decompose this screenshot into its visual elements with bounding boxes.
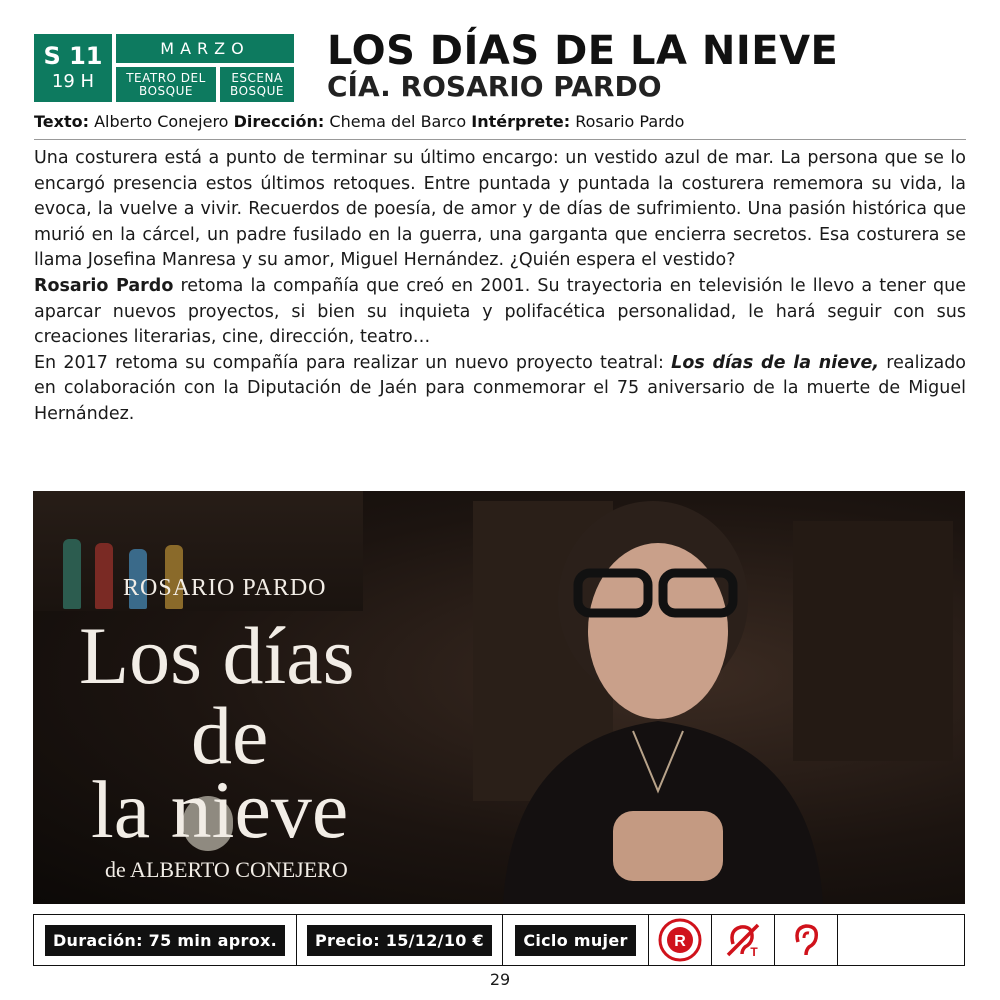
text-label: Texto: bbox=[34, 112, 89, 131]
page-number: 29 bbox=[489, 970, 511, 989]
play-title-italic: Los días de la nieve, bbox=[671, 352, 880, 373]
recommended-stamp-icon bbox=[658, 918, 702, 962]
hearing-loop-icon bbox=[723, 920, 763, 960]
paragraph-2-text: retoma la compañía que creó en 2001. Su trayectoria en televisión le llevo a tener que aparcar nuevos proyectos, si bien su inquieta y polifacética personalidad, le hará seguir con sus creaciones literarias, cine, dirección, teatro… bbox=[34, 275, 966, 348]
description-paragraph-1: Una costurera está a punto de terminar su último encargo: un vestido azul de mar. La persona que se lo encargó presencia estos últimos retoques. Entre puntada y puntada la costurera rememora su vida, la evoca, la vuelve a vivir. Recuerdos de poesía, de amor y de días de sufrimiento. Una pasión histórica que murió en la cárcel, un padre fusilado en la guerra, una garganta que encierra secretos. Esa costurera se llama Josefina Manresa y su amor, Miguel Hernández. ¿Quién espera el vestido? bbox=[34, 148, 966, 271]
description-paragraph-2 bbox=[34, 274, 966, 351]
credits-line bbox=[34, 112, 966, 131]
poster-title-line-3: la nieve bbox=[91, 764, 349, 855]
description bbox=[34, 146, 966, 428]
poster-title-line-2: de bbox=[191, 690, 269, 781]
poster-title-line-1: Los días bbox=[79, 610, 355, 701]
description-paragraph-3 bbox=[34, 351, 966, 428]
event-venue: TEATRO DEL BOSQUE bbox=[116, 67, 216, 102]
page-title: LOS DÍAS DE LA NIEVE bbox=[327, 28, 839, 74]
event-day: S 11 bbox=[43, 42, 103, 70]
artist-name: Rosario Pardo bbox=[34, 275, 174, 296]
hearing-accessibility-icon bbox=[786, 920, 826, 960]
performer-label: Intérprete: bbox=[471, 112, 571, 131]
paragraph-3-start: En 2017 retoma su compañía para realizar un nuevo proyecto teatral: bbox=[34, 352, 672, 373]
poster-byline: de ALBERTO CONEJERO bbox=[105, 857, 348, 882]
date-box bbox=[34, 34, 112, 102]
svg-text:T: T bbox=[750, 945, 758, 959]
duration-cell bbox=[34, 915, 297, 965]
empty-cell bbox=[838, 915, 964, 965]
cycle-cell bbox=[503, 915, 649, 965]
divider bbox=[34, 139, 966, 140]
svg-text:R: R bbox=[674, 933, 686, 950]
company-name: CÍA. ROSARIO PARDO bbox=[327, 70, 662, 103]
performer-value: Rosario Pardo bbox=[575, 112, 685, 131]
direction-value: Chema del Barco bbox=[329, 112, 467, 131]
event-month: MARZO bbox=[116, 34, 294, 63]
event-space: ESCENA BOSQUE bbox=[220, 67, 294, 102]
text-value: Alberto Conejero bbox=[94, 112, 229, 131]
stamp-cell bbox=[649, 915, 712, 965]
cycle-tag: Ciclo mujer bbox=[515, 925, 635, 956]
hearing-cell bbox=[775, 915, 838, 965]
duration-tag: Duración: 75 min aprox. bbox=[45, 925, 285, 956]
price-cell bbox=[297, 915, 503, 965]
event-hour: 19 H bbox=[51, 71, 95, 92]
info-row bbox=[33, 914, 965, 966]
poster-author: ROSARIO PARDO bbox=[123, 575, 327, 601]
hearing-loop-cell bbox=[712, 915, 775, 965]
poster-image bbox=[33, 491, 965, 904]
price-tag: Precio: 15/12/10 € bbox=[307, 925, 492, 956]
direction-label: Dirección: bbox=[233, 112, 325, 131]
paragraph-3-end: realizado en colaboración con la Diputación de Jaén para conmemorar el 75 aniversario de la muerte de Miguel Hernández. bbox=[34, 352, 967, 424]
